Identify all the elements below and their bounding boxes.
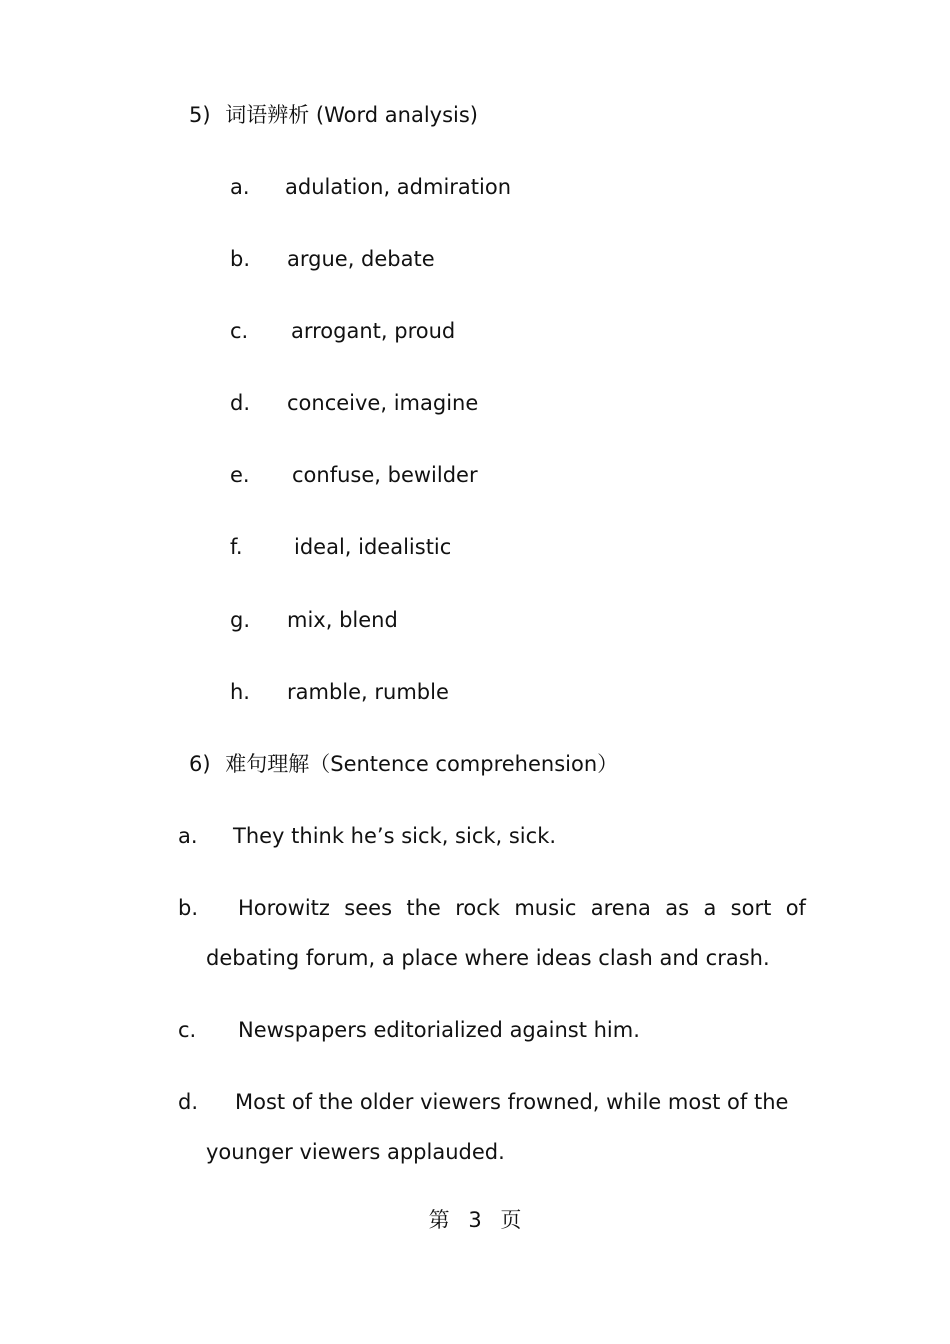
sentence-continuation: younger viewers applauded.	[206, 1140, 505, 1164]
list-item-text: conceive, imagine	[287, 391, 479, 415]
page-number: 3	[468, 1208, 482, 1232]
list-item-marker: f.	[230, 535, 243, 559]
sentence-justified-line	[238, 898, 806, 919]
section-5-heading	[189, 105, 478, 126]
sentence-word: a	[703, 896, 717, 920]
list-item-marker: c.	[230, 319, 249, 343]
sentence-text: Newspapers editorialized against him.	[238, 1018, 640, 1042]
sentence-word: sees	[344, 896, 393, 920]
sentence-word: music	[514, 896, 577, 920]
sentence-word: rock	[455, 896, 500, 920]
list-item-text: adulation, admiration	[285, 175, 512, 199]
list-item-marker: b.	[230, 247, 251, 271]
list-item-text: mix, blend	[287, 608, 398, 632]
section-5-title: 词语辨析 (Word analysis)	[225, 103, 478, 127]
list-item-marker: g.	[230, 608, 251, 632]
sentence-word: of	[785, 896, 806, 920]
sentence-word: sort	[730, 896, 772, 920]
sentence-word: the	[406, 896, 441, 920]
list-item-text: confuse, bewilder	[292, 463, 478, 487]
sentence-marker: a.	[178, 824, 198, 848]
sentence-item	[178, 898, 808, 978]
section-6-heading	[189, 754, 618, 775]
sentence-text: They think he’s sick, sick, sick.	[233, 824, 557, 848]
list-item-marker: a.	[230, 175, 250, 199]
list-item-marker: d.	[230, 391, 251, 415]
sentence-marker: c.	[178, 1018, 197, 1042]
section-6-title: 难句理解（Sentence comprehension）	[225, 752, 619, 776]
sentence-item	[178, 1020, 808, 1050]
sentence-marker: b.	[178, 896, 199, 920]
sentence-item	[178, 1092, 808, 1172]
sentence-text: Most of the older viewers frowned, while most of the	[235, 1090, 789, 1114]
page-prefix: 第	[428, 1208, 450, 1232]
section-6-number: 6)	[189, 752, 211, 776]
list-item-text: argue, debate	[287, 247, 435, 271]
page-footer	[0, 1210, 950, 1231]
section-5-number: 5)	[189, 103, 211, 127]
sentence-item	[178, 826, 808, 856]
sentence-continuation: debating forum, a place where ideas clash and crash.	[206, 946, 770, 970]
list-item-marker: e.	[230, 463, 250, 487]
list-item-text: arrogant, proud	[291, 319, 456, 343]
sentence-marker: d.	[178, 1090, 199, 1114]
page-suffix: 页	[500, 1208, 522, 1232]
list-item-text: ramble, rumble	[287, 680, 449, 704]
sentence-word: Horowitz	[238, 896, 330, 920]
sentence-word: as	[665, 896, 690, 920]
list-item-marker: h.	[230, 680, 250, 704]
sentence-word: arena	[590, 896, 651, 920]
list-item-text: ideal, idealistic	[294, 535, 452, 559]
